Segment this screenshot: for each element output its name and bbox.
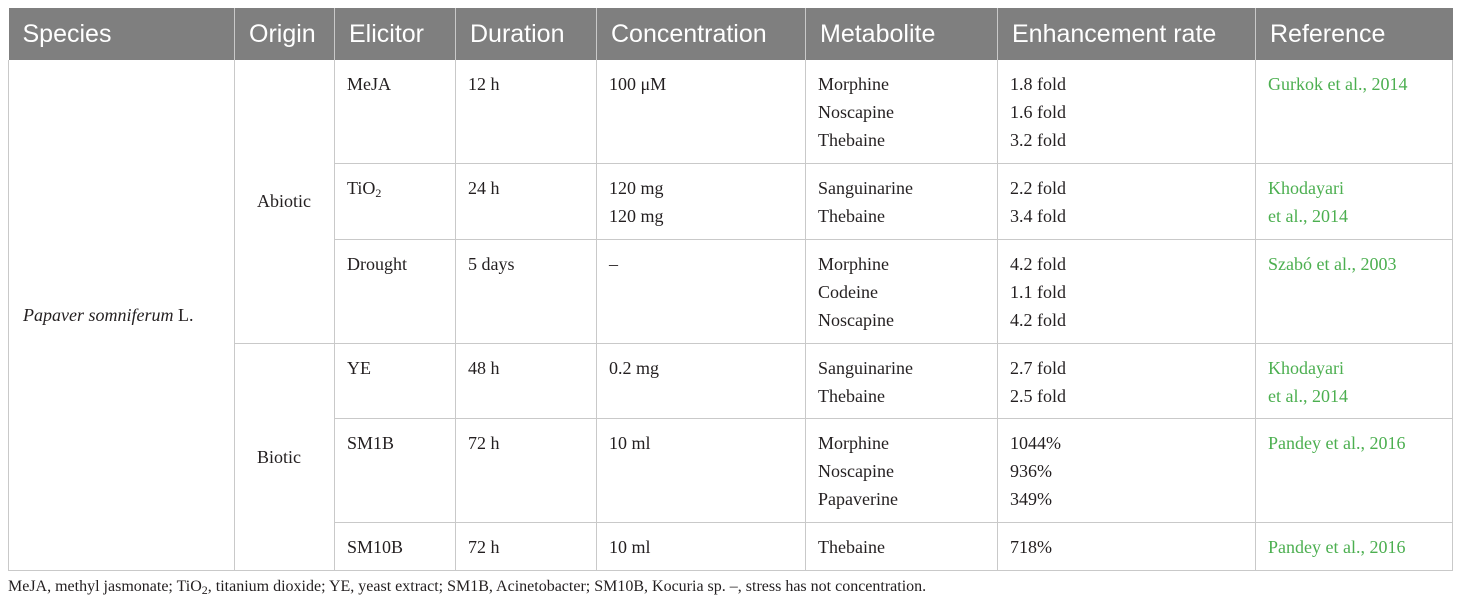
concentration-cell	[597, 163, 806, 239]
reference-link[interactable]: et al., 2014	[1268, 385, 1348, 406]
duration-cell: 24 h	[456, 163, 597, 239]
table-row	[9, 60, 1453, 163]
rate-line: 2.7 fold	[1010, 357, 1066, 378]
metabolite-cell	[806, 239, 998, 343]
metabolite-line: Sanguinarine	[818, 177, 913, 198]
duration-cell: 48 h	[456, 343, 597, 418]
rate-line: 3.2 fold	[1010, 130, 1066, 150]
reference-link[interactable]: Pandey et al., 2016	[1268, 432, 1406, 453]
metabolite-cell	[806, 60, 998, 163]
elicitor-cell: YE	[335, 343, 456, 418]
elicitor-table-container	[8, 8, 1452, 571]
metabolite-line: Codeine	[818, 281, 878, 302]
rate-line: 1.1 fold	[1010, 281, 1066, 302]
footnote-part2: , titanium dioxide; YE, yeast extract; SM1B, Acinetobacter; SM10B, Kocuria sp. –, stress has not concentration.	[207, 578, 927, 595]
metabolite-cell	[806, 343, 998, 418]
rate-line: 1.8 fold	[1010, 74, 1066, 94]
reference-link[interactable]: Pandey et al., 2016	[1268, 536, 1406, 557]
species-cell	[9, 60, 235, 570]
concentration-line: –	[609, 253, 618, 274]
concentration-line: 10 ml	[609, 536, 651, 557]
concentration-cell	[597, 418, 806, 522]
header-elicitor: Elicitor	[335, 8, 456, 60]
header-species: Species	[9, 8, 235, 60]
species-name: Papaver somniferum	[23, 304, 174, 325]
rate-cell	[998, 522, 1256, 570]
rate-cell	[998, 163, 1256, 239]
concentration-cell	[597, 239, 806, 343]
header-row	[9, 8, 1453, 60]
concentration-line: 0.2 mg	[609, 357, 660, 378]
metabolite-line: Sanguinarine	[818, 357, 913, 378]
duration-cell: 5 days	[456, 239, 597, 343]
elicitor-subscript: 2	[375, 185, 382, 200]
header-metabolite: Metabolite	[806, 8, 998, 60]
metabolite-line: Noscapine	[818, 309, 894, 330]
rate-line: 4.2 fold	[1010, 253, 1066, 274]
header-origin: Origin	[235, 8, 335, 60]
reference-link[interactable]: Khodayari	[1268, 177, 1344, 198]
table-footnote	[8, 578, 926, 596]
rate-line: 2.5 fold	[1010, 385, 1066, 406]
header-enhancement-rate: Enhancement rate	[998, 8, 1256, 60]
reference-link[interactable]: Gurkok et al., 2014	[1268, 74, 1408, 94]
concentration-line: 100 μM	[609, 74, 667, 94]
elicitor-cell: SM1B	[335, 418, 456, 522]
metabolite-line: Noscapine	[818, 460, 894, 481]
rate-line: 349%	[1010, 488, 1052, 509]
duration-cell: 72 h	[456, 522, 597, 570]
metabolite-cell	[806, 163, 998, 239]
duration-cell: 72 h	[456, 418, 597, 522]
reference-link[interactable]: Szabó et al., 2003	[1268, 253, 1397, 274]
rate-line: 3.4 fold	[1010, 205, 1066, 226]
metabolite-line: Morphine	[818, 253, 889, 274]
header-concentration: Concentration	[597, 8, 806, 60]
elicitor-main: TiO	[347, 177, 376, 198]
concentration-line: 120 mg	[609, 205, 664, 226]
metabolite-line: Morphine	[818, 432, 889, 453]
elicitor-table	[8, 8, 1453, 571]
metabolite-line: Morphine	[818, 74, 889, 94]
reference-link[interactable]: Khodayari	[1268, 357, 1344, 378]
concentration-cell	[597, 60, 806, 163]
elicitor-cell: SM10B	[335, 522, 456, 570]
reference-cell	[1256, 163, 1453, 239]
rate-line: 936%	[1010, 460, 1052, 481]
rate-line: 718%	[1010, 536, 1052, 557]
metabolite-line: Noscapine	[818, 102, 894, 122]
duration-cell: 12 h	[456, 60, 597, 163]
metabolite-line: Papaverine	[818, 488, 898, 509]
rate-line: 2.2 fold	[1010, 177, 1066, 198]
rate-cell	[998, 343, 1256, 418]
elicitor-cell	[335, 163, 456, 239]
footnote-part1: MeJA, methyl jasmonate; TiO	[8, 578, 202, 595]
metabolite-line: Thebaine	[818, 385, 885, 406]
metabolite-line: Thebaine	[818, 130, 885, 150]
metabolite-cell	[806, 418, 998, 522]
metabolite-line: Thebaine	[818, 536, 885, 557]
concentration-cell	[597, 343, 806, 418]
header-duration: Duration	[456, 8, 597, 60]
rate-cell	[998, 60, 1256, 163]
footnote-subscript: 2	[201, 583, 208, 597]
origin-abiotic: Abiotic	[235, 60, 335, 343]
metabolite-line: Thebaine	[818, 205, 885, 226]
reference-cell	[1256, 60, 1453, 163]
reference-cell	[1256, 343, 1453, 418]
concentration-line: 10 ml	[609, 432, 651, 453]
concentration-line: 120 mg	[609, 177, 664, 198]
rate-cell	[998, 239, 1256, 343]
reference-link[interactable]: et al., 2014	[1268, 205, 1348, 226]
rate-line: 4.2 fold	[1010, 309, 1066, 330]
metabolite-cell	[806, 522, 998, 570]
reference-cell	[1256, 239, 1453, 343]
rate-line: 1044%	[1010, 432, 1061, 453]
elicitor-cell: Drought	[335, 239, 456, 343]
elicitor-cell: MeJA	[335, 60, 456, 163]
reference-cell	[1256, 418, 1453, 522]
concentration-cell	[597, 522, 806, 570]
reference-cell	[1256, 522, 1453, 570]
origin-biotic: Biotic	[235, 343, 335, 570]
rate-line: 1.6 fold	[1010, 102, 1066, 122]
rate-cell	[998, 418, 1256, 522]
species-suffix: L.	[173, 304, 194, 325]
header-reference: Reference	[1256, 8, 1453, 60]
